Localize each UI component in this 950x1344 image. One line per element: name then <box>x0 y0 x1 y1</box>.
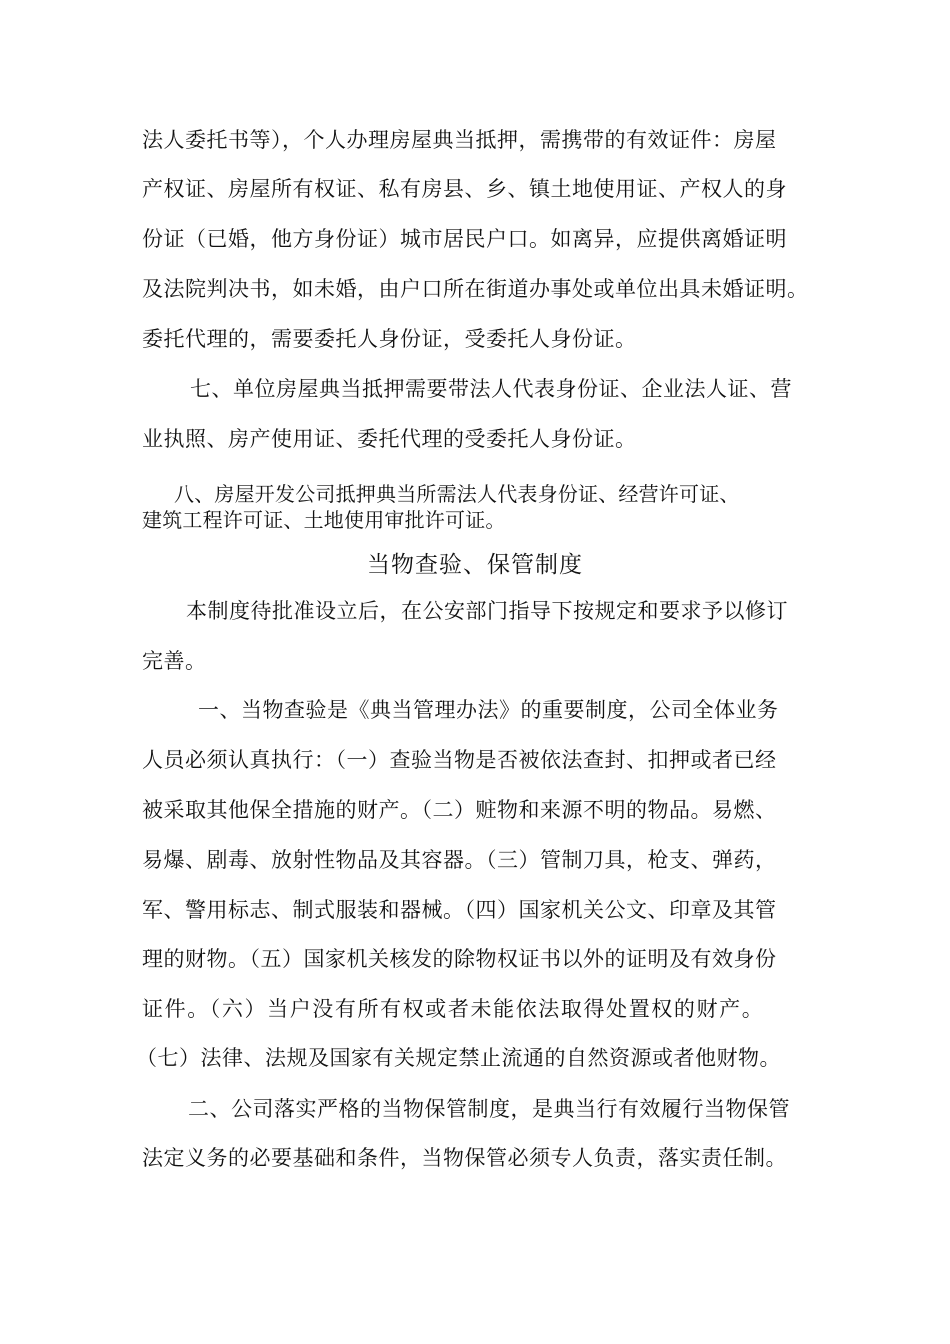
paragraph-line: 产权证、房屋所有权证、私有房县、乡、镇土地使用证、产权人的身 <box>142 177 787 201</box>
paragraph-line: 份证（已婚，他方身份证）城市居民户口。如离异，应提供离婚证明 <box>142 227 787 251</box>
paragraph-line: 军、警用标志、制式服装和器械。（四）国家机关公文、印章及其管 <box>142 898 777 922</box>
paragraph-line: 被采取其他保全措施的财产。（二）赃物和来源不明的物品。易燃、 <box>142 798 777 822</box>
paragraph-line: 法定义务的必要基础和条件，当物保管必须专人负责，落实责任制。 <box>142 1146 787 1170</box>
paragraph-line: 完善。 <box>142 649 207 673</box>
paragraph-line: 法人委托书等），个人办理房屋典当抵押，需携带的有效证件：房屋 <box>142 128 777 152</box>
paragraph-line: 七、单位房屋典当抵押需要带法人代表身份证、企业法人证、营 <box>190 377 792 401</box>
paragraph-line: 委托代理的，需要委托人身份证，受委托人身份证。 <box>142 327 637 351</box>
paragraph-line: 证件。（六）当户没有所有权或者未能依法取得处置权的财产。 <box>142 997 765 1021</box>
paragraph-line: 八、房屋开发公司抵押典当所需法人代表身份证、经营许可证、 <box>174 482 740 506</box>
paragraph-line: 理的财物。（五）国家机关核发的除物权证书以外的证明及有效身份 <box>142 947 777 971</box>
section-title: 当物查验、保管制度 <box>367 552 583 578</box>
paragraph-line: 建筑工程许可证、土地使用审批许可证。 <box>142 508 506 532</box>
paragraph-line: 人员必须认真执行：（一）查验当物是否被依法查封、扣押或者已经 <box>142 748 777 772</box>
paragraph-line: （七）法律、法规及国家有关规定禁止流通的自然资源或者他财物。 <box>136 1046 781 1070</box>
paragraph-line: 本制度待批准设立后，在公安部门指导下按规定和要求予以修订 <box>186 599 788 623</box>
paragraph-line: 二、公司落实严格的当物保管制度，是典当行有效履行当物保管 <box>188 1097 790 1121</box>
paragraph-line: 及法院判决书，如未婚，由户口所在街道办事处或单位出具未婚证明。 <box>142 277 809 301</box>
paragraph-line: 业执照、房产使用证、委托代理的受委托人身份证。 <box>142 427 637 451</box>
paragraph-line: 易爆、剧毒、放射性物品及其容器。（三）管制刀具，枪支、弹药， <box>142 848 777 872</box>
paragraph-line: 一、当物查验是《典当管理办法》的重要制度，公司全体业务 <box>198 698 779 722</box>
